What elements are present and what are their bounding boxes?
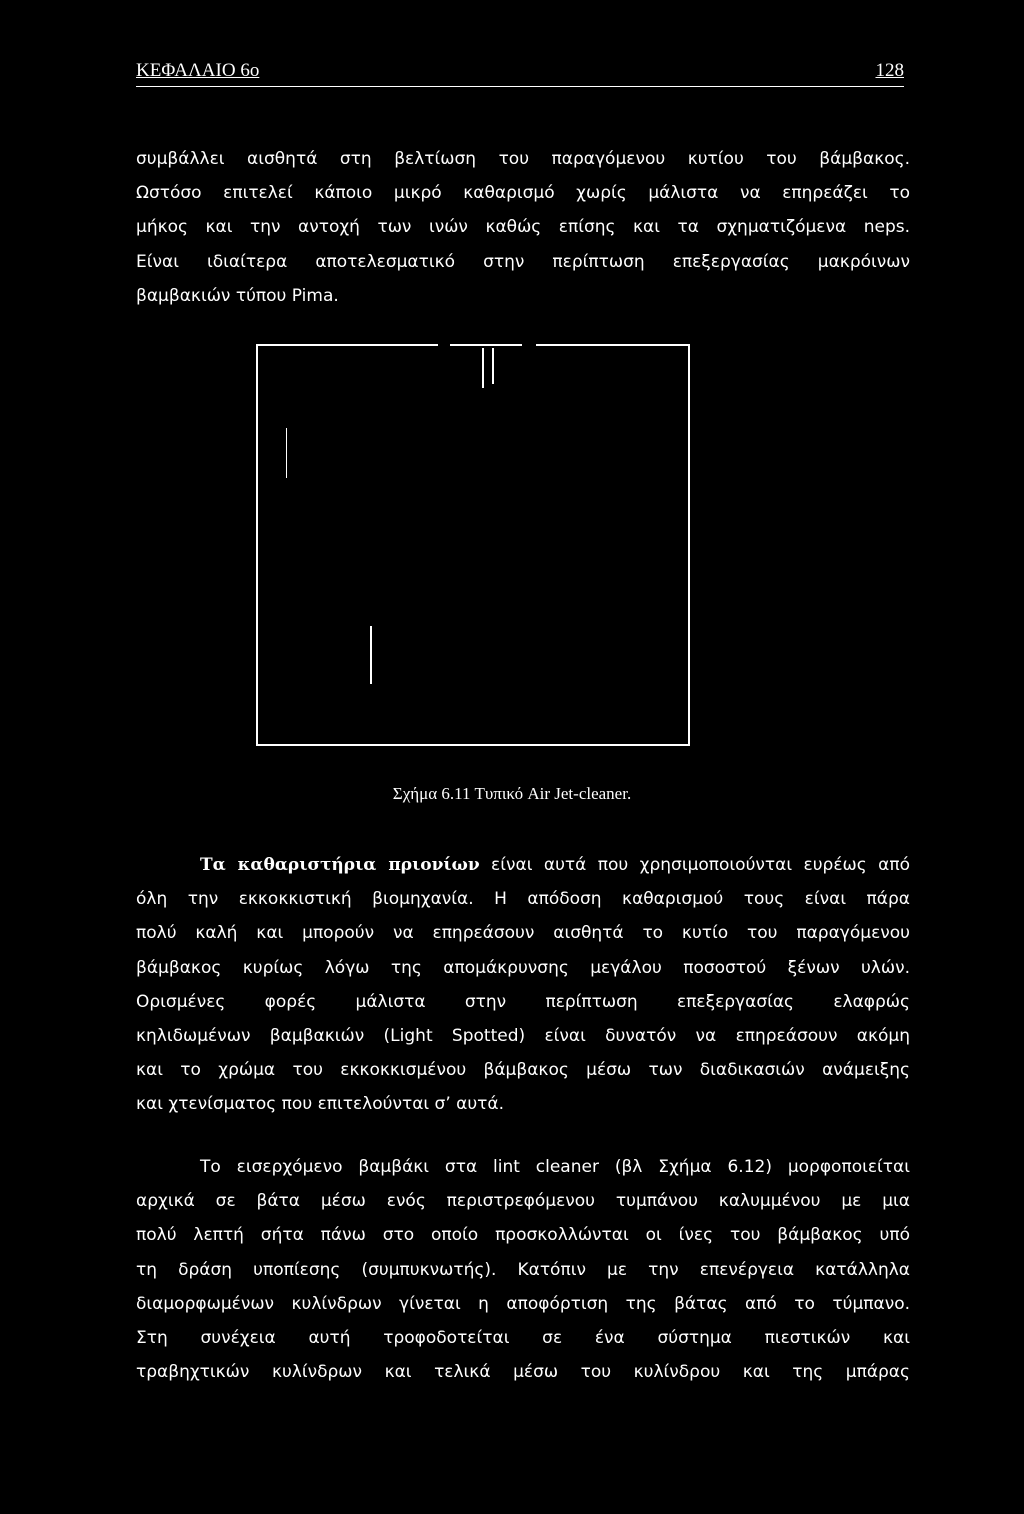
text-line: τη δράση υποπίεσης (συμπυκνωτής). Κατόπιν με την επενέργεια κατάλληλα: [136, 1259, 910, 1280]
figure-caption: Σχήμα 6.11 Τυπικό Air Jet-cleaner.: [392, 784, 632, 803]
text-line: πολύ λεπτή σήτα πάνω στο οποίο προσκολλώνται οι ίνες του βάμβακος υπό: [136, 1225, 910, 1246]
paragraph-saw-cleaners: [136, 848, 910, 1122]
text-line: βάμβακος κυρίως λόγω της απομάκρυνσης μεγάλου ποσοστού ξένων υλών.: [136, 957, 910, 978]
text-fragment: είναι αυτά που χρησιμοποιούνται ευρέως από: [479, 855, 911, 875]
paragraph-lint-cleaner: [136, 1150, 910, 1389]
duct-line: [482, 348, 484, 388]
text-line: όλη την εκκοκκιστική βιομηχανία. Η απόδοση καθαρισμού τους είναι πάρα: [136, 889, 910, 910]
text-line: αρχικά σε βάτα μέσω ενός περιστρεφόμενου τυμπάνου καλυμμένου με μια: [136, 1191, 910, 1212]
text-line: τραβηχτικών κυλίνδρων και τελικά μέσω του κυλίνδρου και της μπάρας: [136, 1362, 910, 1383]
text-line: Στη συνέχεια αυτή τροφοδοτείται σε ένα σύστημα πιεστικών και: [136, 1328, 910, 1349]
text-line: Ορισμένες φορές μάλιστα στην περίπτωση επεξεργασίας ελαφρώς: [136, 991, 910, 1012]
text-line: Είναι ιδιαίτερα αποτελεσματικό στην περίπτωση επεξεργασίας μακρόινων: [136, 251, 910, 272]
text-line: βαμβακιών τύπου Pima.: [136, 285, 339, 306]
figure-air-jet-cleaner: [256, 344, 690, 746]
duct-line: [492, 348, 494, 384]
text-line: κηλιδωμένων βαμβακιών (Light Spotted) είναι δυνατόν να επηρεάσουν ακόμη: [136, 1026, 910, 1047]
outlet-mark: [370, 626, 372, 684]
intro-paragraph: [136, 142, 910, 313]
chapter-title: ΚΕΦΑΛΑΙΟ 6ο: [136, 60, 260, 81]
text-line: [136, 848, 910, 882]
text-line: και το χρώμα του εκκοκκισμένου βάμβακος μέσω των διαδικασιών ανάμειξης: [136, 1060, 910, 1081]
text-line: και χτενίσματος που επιτελούνται σ’ αυτά.: [136, 1094, 505, 1115]
frame-gap: [522, 343, 536, 347]
text-line: διαμορφωμένων κυλίνδρων γίνεται η αποφόρτιση της βάτας από το τύμπανο.: [136, 1293, 910, 1314]
text-line: πολύ καλή και μπορούν να επηρεάσουν αισθητά το κυτίο του παραγόμενου: [136, 923, 910, 944]
text-line: Ωστόσο επιτελεί κάποιο μικρό καθαρισμό χωρίς μάλιστα να επηρεάζει το: [136, 183, 910, 204]
page-number: 128: [875, 60, 904, 81]
text-line: συμβάλλει αισθητά στη βελτίωση του παραγόμενου κυτίου του βάμβακος.: [136, 149, 910, 169]
page-header: [136, 60, 904, 87]
bold-term: Τα καθαριστήρια πριονίων: [200, 855, 480, 875]
inlet-mark: [286, 428, 287, 478]
text-line: Το εισερχόμενο βαμβάκι στα lint cleaner (βλ Σχήμα 6.12) μορφοποιείται: [200, 1157, 910, 1177]
frame-gap: [438, 343, 450, 347]
text-line: μήκος και την αντοχή των ινών καθώς επίσης και τα σχηματιζόμενα neps.: [136, 217, 910, 238]
